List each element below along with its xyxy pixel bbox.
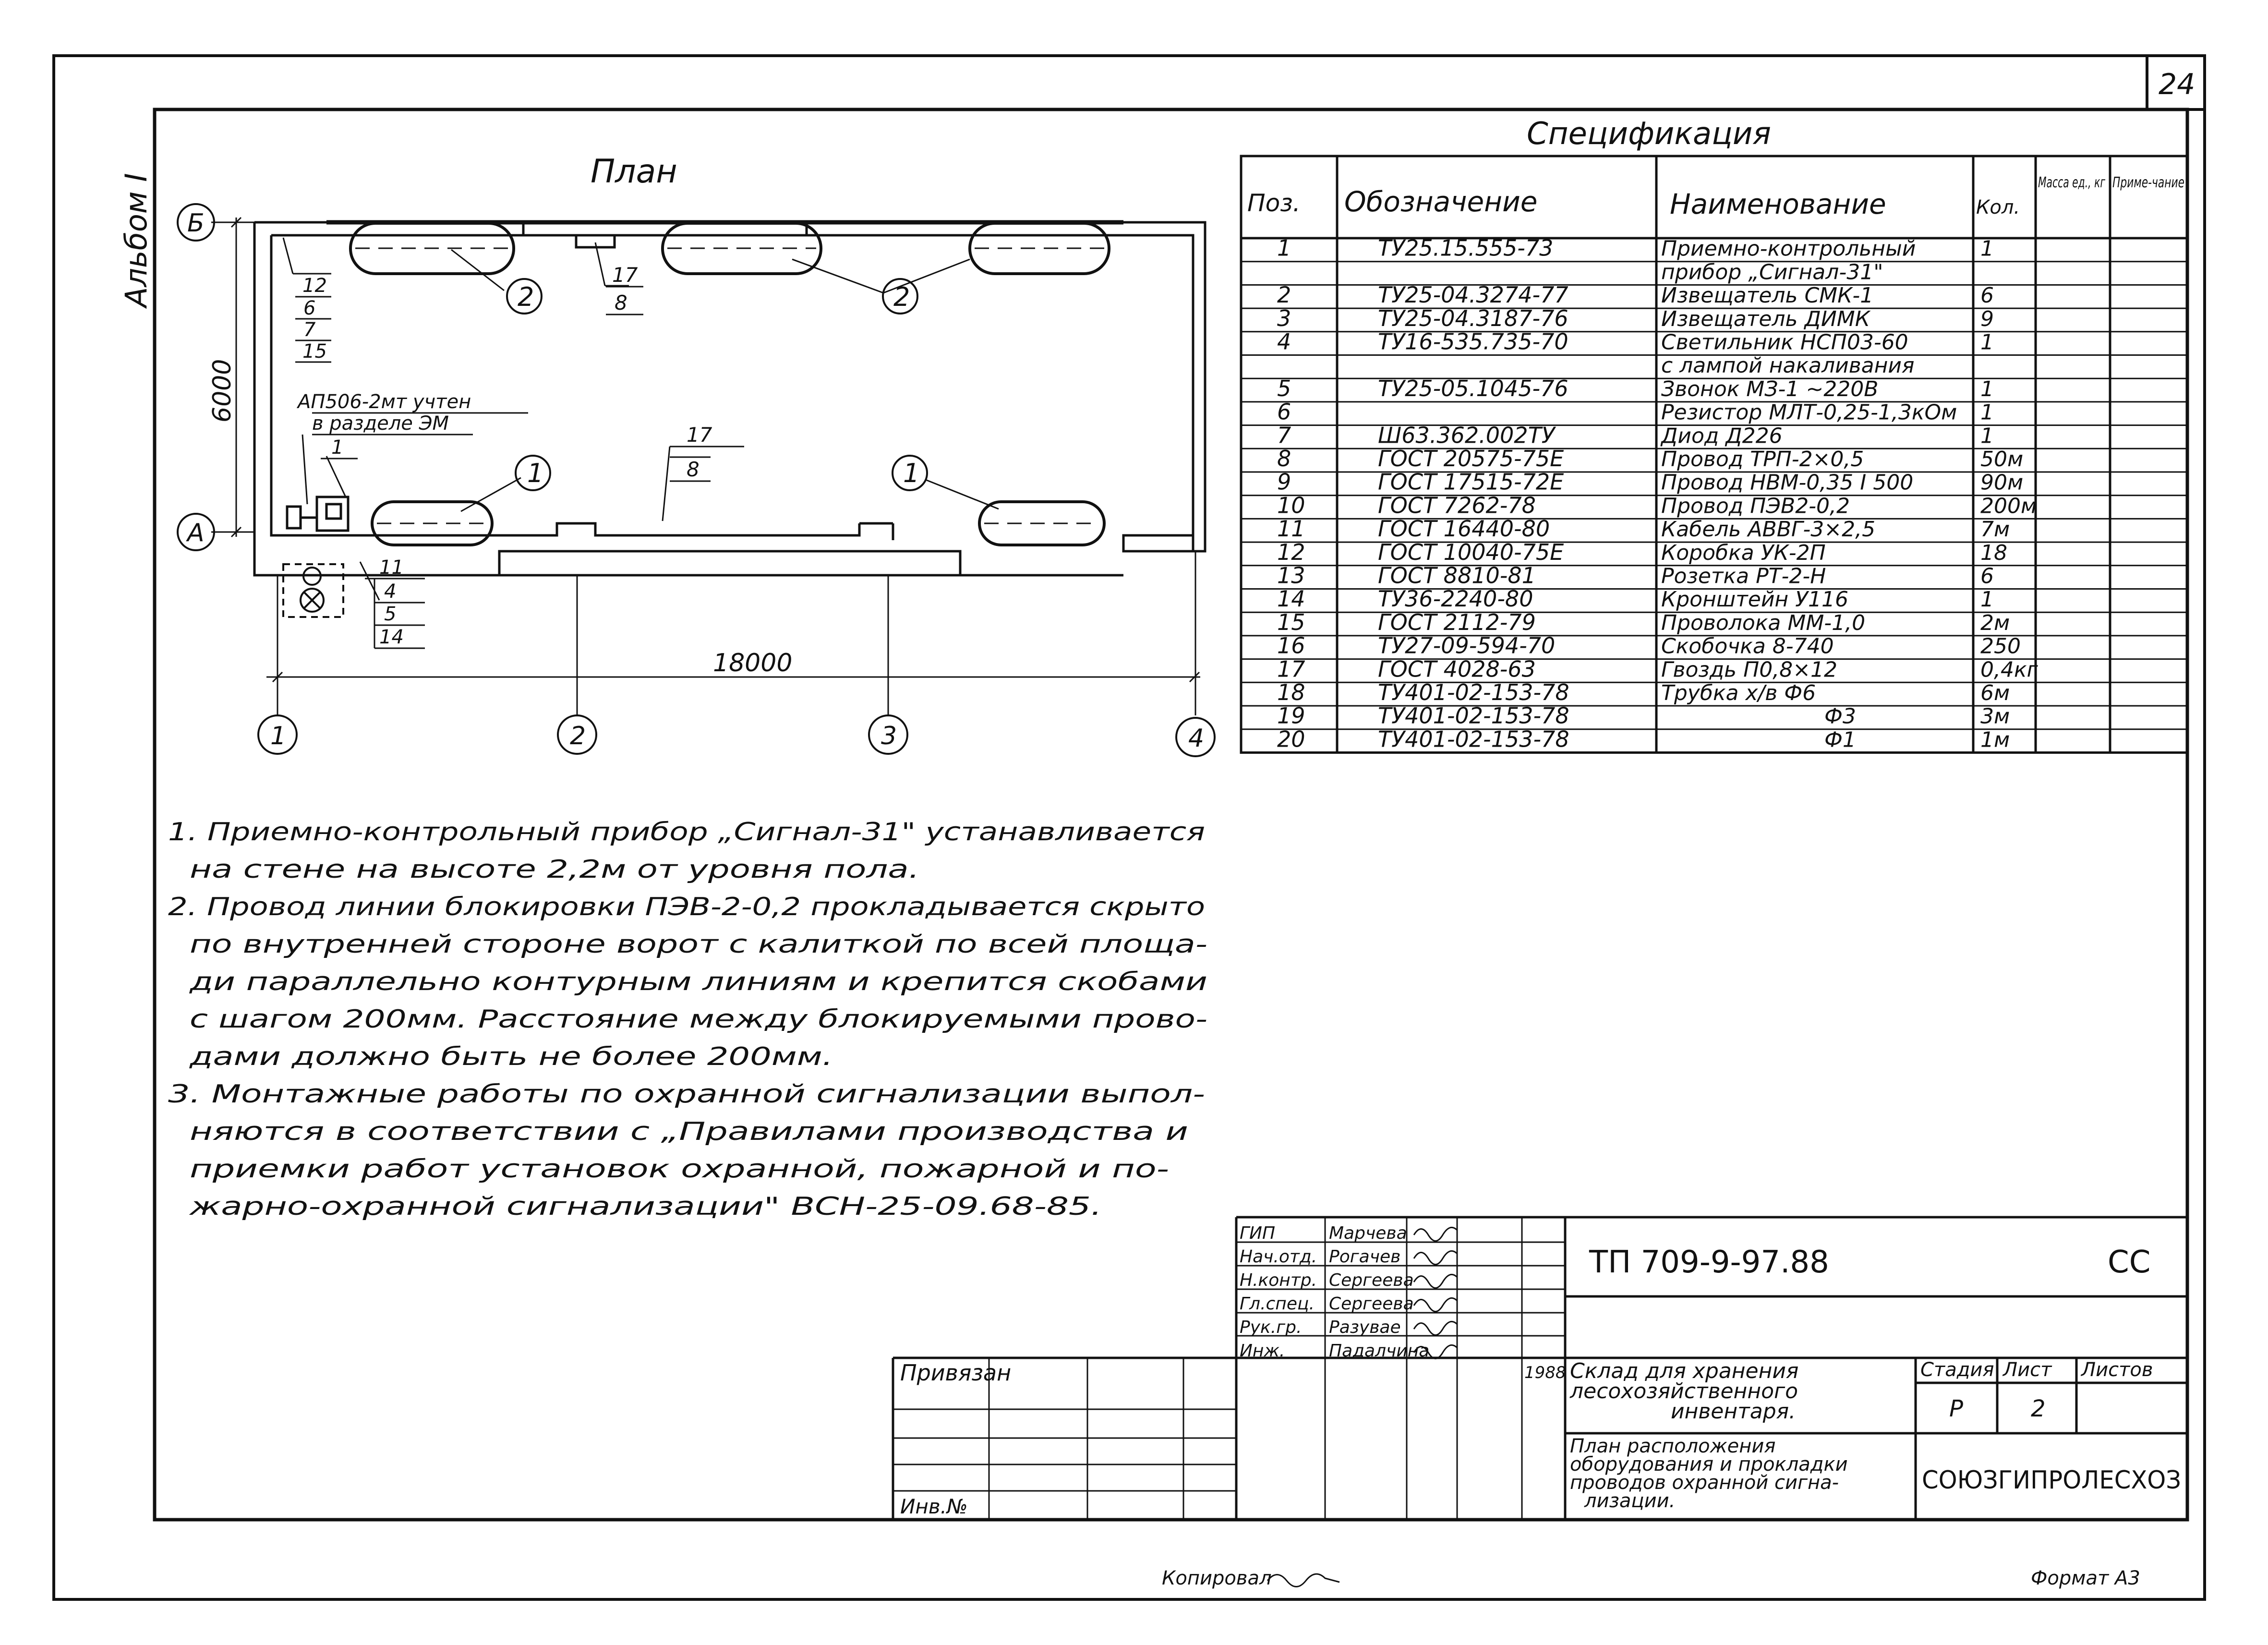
spec-row-pos: 11 — [1277, 516, 1305, 542]
note-ap506-2: в разделе ЭМ — [312, 412, 449, 435]
spec-row-name: Кронштейн У116 — [1661, 587, 1848, 612]
spec-row-pos: 6 — [1277, 399, 1291, 425]
bell-assembly — [283, 564, 343, 617]
callout-bottom-8: 8 — [687, 458, 700, 481]
spec-row-pos: 18 — [1277, 679, 1305, 705]
callout-panel-1: 1 — [331, 436, 344, 459]
copier-signature — [1267, 1574, 1339, 1586]
spec-row-qty: 1 — [1980, 376, 1994, 401]
spec-row-qty: 6 — [1980, 564, 1994, 589]
spec-row-pos: 7 — [1277, 422, 1291, 448]
note-line-5: ди параллельно контурным линиям и крепится скобами — [189, 968, 1208, 996]
sheet-title-3: проводов охранной сигна- — [1570, 1472, 1839, 1494]
staff-role: Инж. — [1240, 1341, 1285, 1361]
object-line-2: лесохозяйственного — [1570, 1379, 1798, 1403]
spec-row-pos: 13 — [1277, 562, 1305, 589]
spec-row-designation: ГОСТ 7262-78 — [1378, 492, 1536, 519]
marker-1a: 1 — [527, 458, 544, 488]
spec-row-designation: ГОСТ 20575-75Е — [1378, 446, 1564, 472]
staff-signature — [1414, 1274, 1457, 1288]
spec-row-pos: 17 — [1277, 656, 1305, 682]
spec-row-pos: 14 — [1277, 586, 1305, 612]
callout-corner-12: 12 — [302, 275, 327, 297]
stage-label: Стадия — [1920, 1359, 1994, 1381]
spec-header-mass: Масса ед., кг — [2038, 174, 2106, 191]
spec-row-designation: ГОСТ 4028-63 — [1378, 656, 1536, 682]
sheets-label: Листов — [2081, 1359, 2153, 1381]
spec-row-name: Приемно-контрольный — [1661, 236, 1916, 261]
spec-row-qty: 6м — [1980, 681, 2010, 705]
callout-bell-11: 11 — [379, 556, 404, 579]
spec-row-qty: 1 — [1980, 423, 1994, 448]
title-block — [893, 1217, 2187, 1520]
staff-name: Рогачев — [1329, 1247, 1401, 1267]
detectors — [350, 223, 1109, 545]
spec-header-qty: Кол. — [1976, 196, 2020, 218]
note-line-1: 1. Приемно-контрольный прибор „Сигнал-31" устанавливается — [168, 818, 1205, 847]
spec-row-qty: 1м — [1980, 727, 2010, 752]
spec-row-name: Звонок МЗ-1 ~220В — [1661, 376, 1879, 401]
spec-row-name: Проволока ММ-1,0 — [1661, 610, 1866, 635]
organization: СОЮЗГИПРОЛЕСХОЗ — [1922, 1466, 2181, 1495]
spec-row-designation: ТУ401-02-153-78 — [1378, 726, 1569, 752]
spec-row-pos: 20 — [1277, 726, 1305, 752]
note-line-2: на стене на высоте 2,2м от уровня пола. — [190, 855, 919, 884]
bound-label: Привязан — [900, 1360, 1012, 1386]
spec-row-designation: ТУ27-09-594-70 — [1378, 632, 1556, 659]
staff-role: Н.контр. — [1240, 1270, 1317, 1290]
spec-row-pos: 3 — [1277, 305, 1291, 331]
callout-bell-5: 5 — [384, 603, 397, 625]
sheet-title-2: оборудования и прокладки — [1570, 1453, 1848, 1476]
spec-row-name: Провод ПЭВ2-0,2 — [1661, 494, 1850, 519]
staff-name: Разувае — [1329, 1318, 1401, 1337]
spec-row-qty: 1 — [1980, 587, 1994, 612]
callout-bell-4: 4 — [384, 581, 397, 603]
spec-row-designation: ТУ25-05.1045-76 — [1378, 375, 1568, 401]
spec-row-qty: 1 — [1980, 400, 1994, 425]
marker-1b: 1 — [903, 458, 920, 488]
spec-row-designation: ТУ401-02-153-78 — [1378, 679, 1569, 705]
dim-width: 18000 — [713, 649, 793, 677]
general-notes — [168, 818, 1207, 1221]
spec-row-name: Кабель АВВГ-3×2,5 — [1661, 517, 1876, 542]
spec-row-name: Ф1 — [1824, 727, 1856, 752]
callout-top-wire — [606, 263, 643, 314]
spec-row-qty: 3м — [1980, 704, 2010, 729]
note-line-8: 3. Монтажные работы по охранной сигнализации выпол- — [168, 1080, 1205, 1109]
spec-row-qty: 18 — [1980, 540, 2007, 565]
note-ap506: АП506-2мт учтен — [298, 391, 471, 413]
note-line-3: 2. Провод линии блокировки ПЭВ-2-0,2 прокладывается скрыто — [168, 893, 1205, 921]
doc-mark: СС — [2108, 1245, 2151, 1280]
spec-row-designation: ГОСТ 16440-80 — [1378, 516, 1550, 542]
spec-row-designation: ТУ25.15.555-73 — [1378, 235, 1554, 261]
axis-2: 2 — [570, 722, 586, 750]
axis-3: 3 — [881, 722, 897, 750]
staff-signature — [1414, 1321, 1457, 1335]
marker-2a: 2 — [518, 282, 534, 312]
callout-corner-7: 7 — [303, 319, 316, 341]
axis-1: 1 — [270, 722, 287, 750]
spec-row-designation: ГОСТ 8810-81 — [1378, 562, 1536, 589]
specification-table — [1241, 116, 2187, 752]
spec-row-designation: ТУ401-02-153-78 — [1378, 702, 1569, 729]
spec-row-designation: ТУ25-04.3274-77 — [1378, 282, 1568, 308]
staff-name: Падалчина — [1329, 1341, 1430, 1361]
spec-row-name: Коробка УК-2П — [1661, 540, 1826, 565]
spec-row-pos: 16 — [1277, 632, 1305, 659]
detector-top-3 — [970, 223, 1109, 274]
spec-row-name: Ф3 — [1824, 704, 1856, 729]
spec-row-name: Извещатель ДИМК — [1661, 306, 1870, 331]
staff-signature — [1414, 1251, 1457, 1264]
staff-name: Марчева — [1329, 1223, 1407, 1243]
spec-row-name: Скобочка 8-740 — [1661, 634, 1834, 659]
copied-by: Копировал — [1162, 1567, 1272, 1589]
spec-row-pos: 2 — [1277, 282, 1291, 308]
spec-row-qty: 1 — [1980, 236, 1994, 261]
staff-name: Сергеева — [1329, 1270, 1414, 1290]
stage-value: Р — [1949, 1395, 1963, 1422]
spec-header-pos: Поз. — [1247, 189, 1301, 217]
axis-b: Б — [187, 209, 205, 238]
callout-bell — [365, 556, 425, 648]
staff-role: Гл.спец. — [1240, 1294, 1315, 1314]
spec-row-pos: 10 — [1277, 492, 1305, 519]
marker-2b: 2 — [893, 282, 910, 312]
callout-top-17: 17 — [612, 263, 638, 287]
object-line-1: Склад для хранения — [1570, 1359, 1799, 1383]
dim-height: 6000 — [208, 359, 237, 423]
spec-row-designation: ГОСТ 10040-75Е — [1378, 539, 1564, 565]
staff-role: Рук.гр. — [1240, 1318, 1302, 1337]
spec-row-pos: 19 — [1277, 702, 1305, 729]
spec-row-name: прибор „Сигнал-31" — [1661, 260, 1883, 285]
spec-row-qty: 9 — [1980, 306, 1994, 331]
spec-row-name: Гвоздь П0,8×12 — [1661, 657, 1838, 682]
spec-header-note: Приме-чание — [2112, 174, 2184, 191]
spec-row-designation: ГОСТ 2112-79 — [1378, 609, 1536, 635]
staff-name: Сергеева — [1329, 1294, 1414, 1314]
spec-row-name: Провод ТРП-2×0,5 — [1661, 447, 1864, 472]
object-line-3: инвентаря. — [1671, 1399, 1796, 1424]
spec-row-pos: 15 — [1277, 609, 1305, 635]
spec-row-pos: 12 — [1277, 539, 1305, 565]
callout-corner-15: 15 — [302, 340, 327, 363]
axis-a: А — [187, 519, 205, 547]
spec-row-qty: 250 — [1980, 634, 2021, 659]
staff-role: Нач.отд. — [1240, 1247, 1317, 1267]
inner-frame — [155, 109, 2187, 1520]
callout-corner — [295, 275, 331, 363]
spec-row-pos: 8 — [1277, 446, 1291, 472]
spec-row-designation: ТУ36-2240-80 — [1378, 586, 1533, 612]
callout-bottom-17: 17 — [687, 423, 712, 447]
spec-row-name: с лампой накаливания — [1661, 353, 1915, 378]
spec-row-name: Извещатель СМК-1 — [1661, 283, 1874, 308]
spec-header-name: Наименование — [1670, 188, 1886, 220]
plan-title: План — [591, 153, 677, 191]
spec-row-qty: 200м — [1980, 494, 2037, 519]
spec-row-qty: 7м — [1980, 517, 2010, 542]
spec-row-designation: ТУ16-535.735-70 — [1378, 328, 1568, 355]
doc-code: ТП 709-9-97.88 — [1589, 1245, 1829, 1280]
note-line-9: няются в соответствии с „Правилами производства и — [190, 1117, 1188, 1146]
dimension-lines — [226, 218, 1200, 682]
spec-row-pos: 9 — [1277, 469, 1291, 495]
callout-bottom-wire — [670, 423, 712, 481]
sheet-title-4: лизации. — [1584, 1490, 1676, 1512]
callout-bell-14: 14 — [379, 626, 404, 648]
note-line-6: с шагом 200мм. Расстояние между блокируемыми прово- — [190, 1005, 1207, 1034]
note-line-4: по внутренней стороне ворот с калиткой по всей площа- — [190, 930, 1207, 959]
spec-row-qty: 1 — [1980, 330, 1994, 355]
staff-role: ГИП — [1240, 1223, 1276, 1243]
spec-row-designation: ТУ25-04.3187-76 — [1378, 305, 1568, 331]
spec-row-name: Трубка х/в Ф6 — [1661, 681, 1816, 705]
sheet-label: Лист — [2003, 1359, 2052, 1381]
format-label: Формат А3 — [2031, 1567, 2140, 1589]
spec-row-name: Светильник НСП03-60 — [1661, 330, 1908, 355]
spec-row-designation: Ш63.362.002ТУ — [1378, 422, 1555, 448]
spec-row-pos: 1 — [1277, 235, 1291, 261]
spec-row-name: Провод НВМ-0,35 I 500 — [1661, 470, 1914, 495]
spec-row-qty: 6 — [1980, 283, 1994, 308]
control-panel — [287, 497, 348, 531]
spec-row-pos: 5 — [1277, 375, 1291, 401]
staff-signature — [1414, 1227, 1457, 1241]
spec-row-pos: 4 — [1277, 328, 1291, 355]
sheet-value: 2 — [2031, 1395, 2046, 1422]
sheet-title-1: План расположения — [1570, 1435, 1776, 1457]
note-line-7: дами должно быть не более 200мм. — [189, 1042, 833, 1071]
position-markers — [507, 279, 927, 490]
stamp-year: 1988 — [1524, 1363, 1566, 1382]
spec-header-designation: Обозначение — [1344, 185, 1538, 218]
spec-row-name: Диод Д226 — [1661, 423, 1783, 448]
album-label: Альбом I — [119, 173, 154, 307]
spec-title: Спецификация — [1527, 116, 1771, 152]
sheet-number: 24 — [2159, 68, 2196, 101]
staff-signature — [1414, 1298, 1457, 1311]
note-line-11: жарно-охранной сигнализации" ВСН-25-09.68-85. — [189, 1192, 1102, 1221]
spec-row-qty: 50м — [1980, 447, 2024, 472]
note-line-10: приемки работ установок охранной, пожарной и по- — [190, 1155, 1169, 1184]
floor-plan — [178, 153, 1215, 756]
spec-row-name: Резистор МЛТ-0,25-1,3кОм — [1661, 400, 1957, 425]
axis-4: 4 — [1188, 724, 1205, 753]
spec-row-qty: 90м — [1980, 470, 2024, 495]
callout-top-8: 8 — [615, 291, 627, 314]
spec-row-designation: ГОСТ 17515-72Е — [1378, 469, 1564, 495]
callout-corner-6: 6 — [303, 297, 316, 319]
spec-row-qty: 2м — [1980, 610, 2010, 635]
spec-row-qty: 0,4кг — [1980, 657, 2038, 682]
inv-label: Инв.№ — [900, 1495, 968, 1518]
spec-row-name: Розетка РТ-2-Н — [1661, 564, 1826, 589]
